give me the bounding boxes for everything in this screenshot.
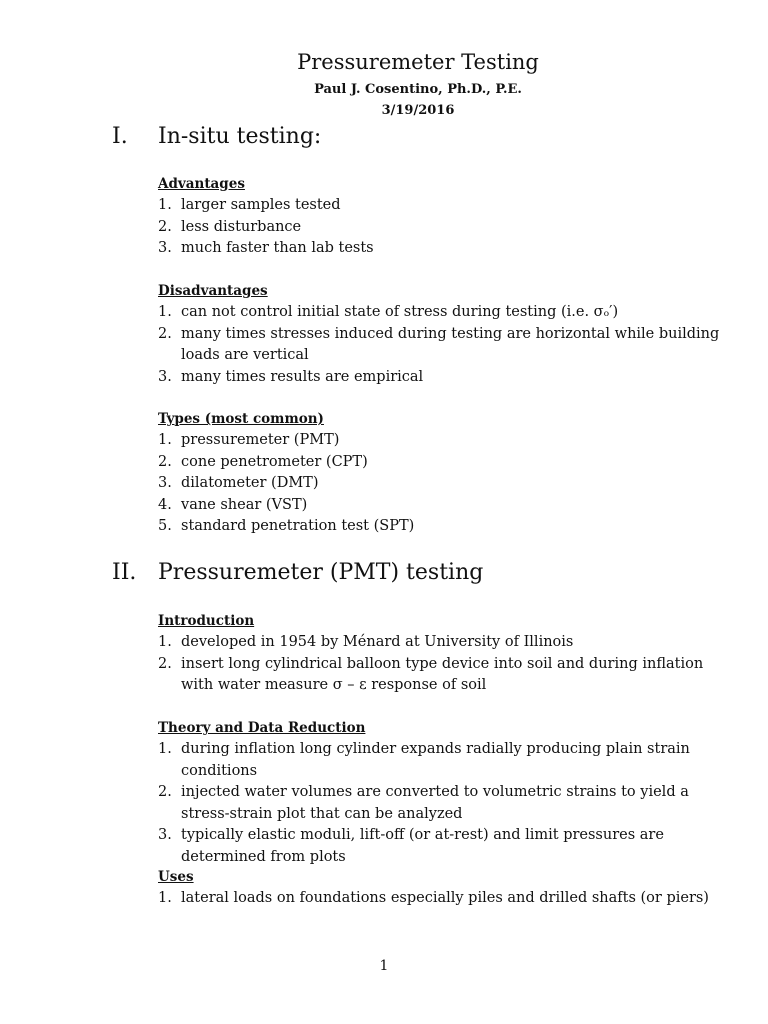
uses-heading: Uses bbox=[158, 869, 194, 885]
section-2-number: II. bbox=[112, 560, 137, 585]
uses-list bbox=[158, 888, 728, 910]
section-1-title: In-situ testing: bbox=[158, 124, 322, 149]
list-item: 1. can not control initial state of stress during testing (i.e. σₒ′) bbox=[158, 304, 619, 320]
section-2-heading bbox=[112, 560, 483, 585]
section-2-title: Pressuremeter (PMT) testing bbox=[158, 560, 484, 585]
introduction-heading: Introduction bbox=[158, 613, 255, 629]
list-item: 2. less disturbance bbox=[158, 218, 302, 235]
document-date: 3/19/2016 bbox=[381, 103, 455, 118]
list-item: 1. developed in 1954 by Ménard at University of Illinois bbox=[158, 634, 574, 650]
theory-heading: Theory and Data Reduction bbox=[158, 720, 366, 736]
list-item: 4. vane shear (VST) bbox=[158, 496, 308, 513]
list-item: 2. cone penetrometer (CPT) bbox=[158, 453, 368, 470]
theory-list bbox=[158, 739, 728, 868]
document-author: Paul J. Cosentino, Ph.D., P.E. bbox=[314, 82, 522, 97]
list-item: 3. dilatometer (DMT) bbox=[158, 475, 319, 491]
section-1-heading bbox=[112, 124, 321, 149]
list-item: 3. typically elastic moduli, lift-off (or at-rest) and limit pressures are determined from plots bbox=[158, 827, 664, 865]
disadvantages-heading: Disadvantages bbox=[158, 283, 268, 299]
section-1-number: I. bbox=[112, 124, 128, 149]
list-item: 2. many times stresses induced during testing are horizontal while building loads are vertical bbox=[158, 325, 720, 363]
list-item: 1. larger samples tested bbox=[158, 197, 341, 213]
disadvantages-list bbox=[158, 302, 728, 388]
list-item: 3. many times results are empirical bbox=[158, 368, 424, 385]
advantages-list bbox=[158, 195, 728, 260]
list-item: 1. during inflation long cylinder expands radially producing plain strain conditions bbox=[158, 741, 690, 779]
page-number: 1 bbox=[379, 958, 389, 974]
list-item: 1. lateral loads on foundations especially piles and drilled shafts (or piers) bbox=[158, 890, 709, 906]
list-item: 5. standard penetration test (SPT) bbox=[158, 518, 415, 534]
document-title: Pressuremeter Testing bbox=[297, 50, 539, 74]
advantages-heading: Advantages bbox=[158, 176, 245, 192]
types-heading: Types (most common) bbox=[158, 411, 324, 427]
list-item: 2. injected water volumes are converted to volumetric strains to yield a stress-strain plot that can be analyzed bbox=[158, 784, 689, 822]
introduction-list bbox=[158, 632, 728, 697]
list-item: 2. insert long cylindrical balloon type device into soil and during inflation with water measure σ – ε response of soil bbox=[158, 655, 704, 693]
list-item: 1. pressuremeter (PMT) bbox=[158, 432, 340, 448]
types-list bbox=[158, 430, 728, 538]
list-item: 3. much faster than lab tests bbox=[158, 240, 374, 256]
